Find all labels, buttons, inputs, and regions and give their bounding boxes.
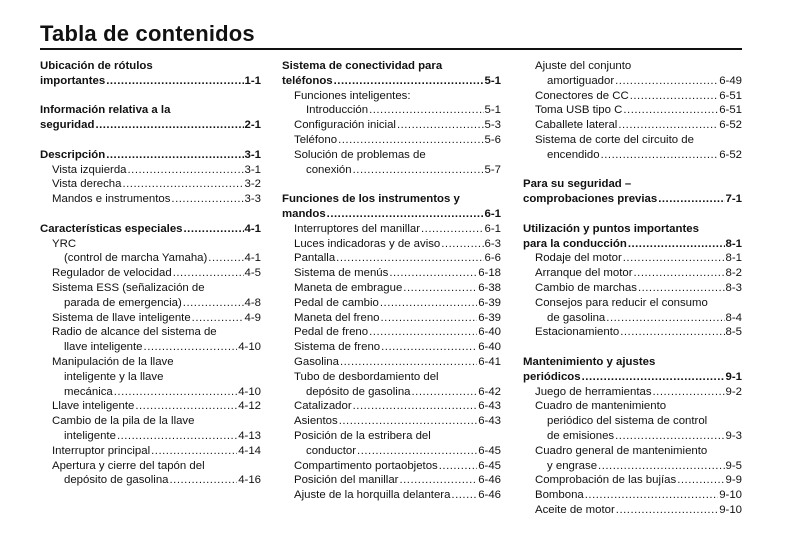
toc-page-number: 4-5 <box>244 267 261 280</box>
toc-entry[interactable] <box>40 385 261 400</box>
toc-entry[interactable] <box>523 89 742 104</box>
toc-entry-text: Mandos e instrumentos <box>52 193 171 206</box>
toc-entry-text: Radio de alcance del sistema de <box>52 326 217 339</box>
toc-entry <box>523 59 742 74</box>
toc-entry-text: Apertura y cierre del tapón del <box>52 459 205 472</box>
toc-leader-dots <box>327 207 484 222</box>
toc-entry[interactable] <box>282 266 501 281</box>
toc-leader-dots <box>421 222 484 237</box>
toc-entry[interactable] <box>282 355 501 370</box>
toc-page-number: 4-1 <box>244 222 261 235</box>
toc-entry <box>523 444 742 459</box>
toc-section-heading[interactable] <box>40 222 261 237</box>
toc-leader-dots <box>151 444 237 459</box>
toc-page-number: 6-46 <box>478 489 501 502</box>
toc-column-2 <box>282 59 501 503</box>
toc-entry-text: Cambio de marchas <box>535 281 637 294</box>
toc-entry[interactable] <box>282 385 501 400</box>
toc-entry <box>282 370 501 385</box>
toc-section-heading[interactable] <box>523 192 742 207</box>
toc-section-heading <box>282 192 501 207</box>
toc-entry-text: Configuración inicial <box>294 119 396 132</box>
toc-leader-dots <box>353 399 478 414</box>
toc-section-heading[interactable] <box>40 74 261 89</box>
toc-leader-dots <box>582 370 725 385</box>
toc-entry <box>523 296 742 311</box>
toc-leader-dots <box>339 414 477 429</box>
toc-entry-text: Estacionamiento <box>535 326 620 339</box>
toc-page-number: 1-1 <box>244 74 261 87</box>
toc-page-number: 9-3 <box>725 429 742 442</box>
toc-entry[interactable] <box>523 473 742 488</box>
toc-page-number: 6-42 <box>478 385 501 398</box>
toc-spacer <box>40 207 261 222</box>
toc-entry-text: Sistema de corte del circuito de <box>535 133 694 146</box>
toc-spacer <box>523 207 742 222</box>
toc-entry-text: depósito de gasolina <box>306 385 411 398</box>
toc-entry-text: Bombona <box>535 489 584 502</box>
toc-entry-text: encendido <box>547 148 600 161</box>
toc-page-number: 5-1 <box>484 104 501 117</box>
toc-entry-text: inteligente y la llave <box>64 370 164 383</box>
toc-leader-dots <box>95 118 243 133</box>
toc-page-number: 3-1 <box>244 163 261 176</box>
toc-page-number: 4-16 <box>238 474 261 487</box>
toc-leader-dots <box>451 488 477 503</box>
toc-entry <box>282 148 501 163</box>
toc-leader-dots <box>357 444 477 459</box>
toc-page-number: 6-43 <box>478 400 501 413</box>
toc-leader-dots <box>397 118 484 133</box>
toc-leader-dots <box>628 237 725 252</box>
toc-entry-text: Mantenimiento y ajustes <box>523 355 656 368</box>
toc-entry <box>40 459 261 474</box>
toc-entry-text: Pantalla <box>294 252 336 265</box>
toc-page-number: 4-12 <box>238 400 261 413</box>
toc-leader-dots <box>334 74 484 89</box>
toc-page-number: 6-39 <box>478 296 501 309</box>
toc-entry-text: mandos <box>282 207 326 220</box>
toc-leader-dots <box>412 385 478 400</box>
toc-page-number: 9-9 <box>725 474 742 487</box>
toc-entry[interactable] <box>282 222 501 237</box>
toc-page-number: 8-3 <box>725 281 742 294</box>
toc-entry-text: periódico del sistema de control <box>547 415 708 428</box>
toc-entry-text: Interruptor principal <box>52 444 151 457</box>
toc-leader-dots <box>399 473 477 488</box>
toc-leader-dots <box>192 311 244 326</box>
toc-entry[interactable] <box>282 133 501 148</box>
toc-page-number: 9-10 <box>719 489 742 502</box>
toc-section-heading[interactable] <box>40 148 261 163</box>
toc-page-number: 4-8 <box>244 296 261 309</box>
toc-entry-text: Introducción <box>306 104 369 117</box>
toc-page-number: 5-1 <box>484 74 501 87</box>
toc-entry-text: Maneta del freno <box>294 311 380 324</box>
toc-leader-dots <box>340 355 477 370</box>
toc-entry-text: Sistema de menús <box>294 267 389 280</box>
toc-entry-text: conexión <box>306 163 352 176</box>
toc-page-number: 8-5 <box>725 326 742 339</box>
toc-entry[interactable] <box>40 192 261 207</box>
toc-entry-text: Funciones inteligentes: <box>294 89 411 102</box>
toc-entry-text: teléfonos <box>282 74 333 87</box>
toc-spacer <box>523 340 742 355</box>
toc-page-number: 6-45 <box>478 459 501 472</box>
toc-entry-text: llave inteligente <box>64 341 143 354</box>
toc-entry[interactable] <box>523 251 742 266</box>
toc-entry[interactable] <box>523 74 742 89</box>
toc-entry[interactable] <box>282 340 501 355</box>
toc-leader-dots <box>117 429 237 444</box>
toc-spacer <box>282 177 501 192</box>
toc-entry[interactable] <box>282 296 501 311</box>
toc-page-number: 6-6 <box>484 252 501 265</box>
toc-page-number: 2-1 <box>244 119 261 132</box>
toc-entry[interactable] <box>523 325 742 340</box>
toc-entry[interactable] <box>40 296 261 311</box>
toc-page-number: 4-9 <box>244 311 261 324</box>
toc-entry[interactable] <box>523 488 742 503</box>
toc-entry-text: Sistema ESS (señalización de <box>52 281 205 294</box>
toc-entry[interactable] <box>523 429 742 444</box>
toc-page-number: 6-43 <box>478 415 501 428</box>
toc-entry-text: Descripción <box>40 148 106 161</box>
toc-section-heading <box>40 59 261 74</box>
toc-page-number: 6-40 <box>478 326 501 339</box>
toc-page-number: 9-1 <box>725 370 742 383</box>
toc-entry-text: Características especiales <box>40 222 183 235</box>
toc-entry-text: Catalizador <box>294 400 352 413</box>
toc-entry-text: Compartimento portaobjetos <box>294 459 438 472</box>
toc-entry <box>523 414 742 429</box>
toc-leader-dots <box>618 118 718 133</box>
toc-entry-text: Tubo de desbordamiento del <box>294 370 439 383</box>
toc-entry[interactable] <box>40 163 261 178</box>
toc-leader-dots <box>369 103 483 118</box>
toc-page-number: 3-2 <box>244 178 261 191</box>
toc-leader-dots <box>114 385 237 400</box>
toc-page-number: 6-52 <box>719 119 742 132</box>
toc-leader-dots <box>208 251 243 266</box>
toc-entry[interactable] <box>40 429 261 444</box>
toc-entry <box>40 355 261 370</box>
toc-page-number: 6-51 <box>719 104 742 117</box>
toc-leader-dots <box>403 281 477 296</box>
toc-entry-text: (control de marcha Yamaha) <box>64 252 208 265</box>
toc-entry-text: seguridad <box>40 119 95 132</box>
toc-entry[interactable] <box>282 488 501 503</box>
toc-entry-text: Vista izquierda <box>52 163 127 176</box>
toc-entry-text: Consejos para reducir el consumo <box>535 296 708 309</box>
toc-entry-text: comprobaciones previas <box>523 193 658 206</box>
toc-entry[interactable] <box>523 385 742 400</box>
toc-entry-text: Rodaje del motor <box>535 252 622 265</box>
toc-entry-text: Maneta de embrague <box>294 281 403 294</box>
toc-entry-text: para la conducción <box>523 237 627 250</box>
toc-page-number: 5-6 <box>484 133 501 146</box>
toc-entry-text: Sistema de llave inteligente <box>52 311 191 324</box>
page-title: Tabla de contenidos <box>40 21 255 46</box>
toc-entry[interactable] <box>40 340 261 355</box>
toc-entry-text: y engrase <box>547 459 598 472</box>
toc-entry-text: de emisiones <box>547 429 615 442</box>
toc-page-number: 6-1 <box>484 207 501 220</box>
toc-entry-text: YRC <box>52 237 77 250</box>
toc-entry-text: Pedal de cambio <box>294 296 379 309</box>
toc-entry-text: amortiguador <box>547 74 615 87</box>
toc-page-number: 8-4 <box>725 311 742 324</box>
toc-entry[interactable] <box>282 459 501 474</box>
toc-entry <box>523 399 742 414</box>
toc-entry-text: Cambio de la pila de la llave <box>52 415 195 428</box>
toc-leader-dots <box>144 340 238 355</box>
toc-page-number: 4-13 <box>238 429 261 442</box>
toc-entry[interactable] <box>523 281 742 296</box>
toc-leader-dots <box>389 266 477 281</box>
toc-column-3 <box>523 59 742 518</box>
toc-page-number: 8-2 <box>725 267 742 280</box>
toc-entry[interactable] <box>40 266 261 281</box>
toc-entry-text: Regulador de velocidad <box>52 267 172 280</box>
toc-entry-text: Vista derecha <box>52 178 122 191</box>
toc-spacer <box>40 89 261 104</box>
toc-leader-dots <box>598 459 725 474</box>
toc-entry-text: Pedal de freno <box>294 326 369 339</box>
toc-entry-text: Para su seguridad – <box>523 178 632 191</box>
toc-section-heading <box>282 59 501 74</box>
toc-page-number: 7-1 <box>725 193 742 206</box>
title-underline <box>40 48 742 50</box>
toc-leader-dots <box>620 325 724 340</box>
toc-leader-dots <box>630 89 718 104</box>
toc-leader-dots <box>606 311 724 326</box>
toc-entry[interactable] <box>282 399 501 414</box>
toc-page-number: 5-7 <box>484 163 501 176</box>
toc-page-number: 3-1 <box>244 148 261 161</box>
toc-section-heading <box>523 222 742 237</box>
toc-entry[interactable] <box>282 444 501 459</box>
toc-leader-dots <box>677 473 724 488</box>
toc-entry-text: Llave inteligente <box>52 400 135 413</box>
toc-entry[interactable] <box>282 163 501 178</box>
toc-page-number: 8-1 <box>725 237 742 250</box>
toc-entry-text: conductor <box>306 444 357 457</box>
toc-section-heading[interactable] <box>282 207 501 222</box>
toc-entry-text: Manipulación de la llave <box>52 355 174 368</box>
toc-leader-dots <box>336 251 483 266</box>
toc-entry[interactable] <box>282 118 501 133</box>
toc-page-number: 6-49 <box>719 74 742 87</box>
toc-entry-text: Conectores de CC <box>535 89 629 102</box>
toc-entry <box>282 89 501 104</box>
toc-entry-text: Cuadro de mantenimiento <box>535 400 667 413</box>
toc-section-heading <box>40 103 261 118</box>
toc-section-heading[interactable] <box>523 370 742 385</box>
toc-entry-text: Luces indicadoras y de aviso <box>294 237 441 250</box>
toc-entry[interactable] <box>282 251 501 266</box>
toc-section-heading[interactable] <box>523 237 742 252</box>
toc-entry[interactable] <box>40 177 261 192</box>
toc-leader-dots <box>653 385 725 400</box>
toc-page-number: 6-41 <box>478 355 501 368</box>
toc-leader-dots <box>381 340 477 355</box>
toc-entry[interactable] <box>40 473 261 488</box>
toc-entry-text: Gasolina <box>294 355 339 368</box>
toc-entry <box>40 281 261 296</box>
toc-leader-dots <box>170 473 238 488</box>
toc-entry-text: Posición del manillar <box>294 474 399 487</box>
toc-page-number: 4-1 <box>244 252 261 265</box>
toc-entry-text: inteligente <box>64 429 116 442</box>
toc-column-1 <box>40 59 261 488</box>
toc-page-number: 6-38 <box>478 281 501 294</box>
toc-leader-dots <box>106 74 243 89</box>
toc-entry-text: Asientos <box>294 415 338 428</box>
toc-leader-dots <box>615 74 718 89</box>
toc-page-number: 6-46 <box>478 474 501 487</box>
toc-section-heading[interactable] <box>282 74 501 89</box>
toc-entry-text: de gasolina <box>547 311 606 324</box>
toc-entry[interactable] <box>40 399 261 414</box>
toc-entry[interactable] <box>282 281 501 296</box>
toc-spacer <box>523 163 742 178</box>
toc-leader-dots <box>353 163 484 178</box>
toc-entry[interactable] <box>523 459 742 474</box>
toc-entry[interactable] <box>282 414 501 429</box>
toc-page-number: 6-51 <box>719 89 742 102</box>
toc-entry-text: Toma USB tipo C <box>535 104 623 117</box>
toc-page-number: 6-40 <box>478 341 501 354</box>
toc-entry[interactable] <box>523 148 742 163</box>
toc-page-number: 6-45 <box>478 444 501 457</box>
toc-entry-text: parada de emergencia) <box>64 296 182 309</box>
toc-entry-text: Utilización y puntos importantes <box>523 222 699 235</box>
toc-page-number: 8-1 <box>725 252 742 265</box>
toc-leader-dots <box>634 266 725 281</box>
toc-page-number: 9-10 <box>719 503 742 516</box>
toc-leader-dots <box>380 296 477 311</box>
toc-entry <box>40 414 261 429</box>
toc-entry-text: Arranque del motor <box>535 267 633 280</box>
toc-entry <box>282 429 501 444</box>
toc-page-number: 5-3 <box>484 119 501 132</box>
toc-entry-text: Teléfono <box>294 133 338 146</box>
toc-entry[interactable] <box>523 266 742 281</box>
toc-leader-dots <box>338 133 483 148</box>
toc-entry-text: Interruptores del manillar <box>294 222 420 235</box>
toc-entry[interactable] <box>523 103 742 118</box>
toc-page-number: 6-1 <box>484 222 501 235</box>
toc-entry <box>40 370 261 385</box>
toc-entry[interactable] <box>40 311 261 326</box>
toc-page-number: 6-18 <box>478 267 501 280</box>
toc-entry-text: Solución de problemas de <box>294 148 426 161</box>
toc-entry[interactable] <box>523 118 742 133</box>
toc-page-number: 6-39 <box>478 311 501 324</box>
toc-entry-text: Sistema de conectividad para <box>282 60 443 72</box>
toc-entry <box>40 325 261 340</box>
toc-section-heading <box>523 177 742 192</box>
toc-entry-text: mecánica <box>64 385 113 398</box>
toc-entry-text: Juego de herramientas <box>535 385 652 398</box>
toc-leader-dots <box>585 488 718 503</box>
toc-entry[interactable] <box>523 311 742 326</box>
toc-leader-dots <box>183 222 243 237</box>
toc-entry-text: Aceite de motor <box>535 503 615 516</box>
toc-leader-dots <box>183 296 244 311</box>
toc-leader-dots <box>441 237 483 252</box>
toc-leader-dots <box>369 325 477 340</box>
toc-entry <box>40 237 261 252</box>
toc-page-number: 4-14 <box>238 444 261 457</box>
toc-page-number: 9-5 <box>725 459 742 472</box>
toc-entry <box>523 133 742 148</box>
toc-entry[interactable] <box>282 473 501 488</box>
toc-leader-dots <box>171 192 243 207</box>
toc-entry[interactable] <box>40 251 261 266</box>
toc-entry[interactable] <box>282 325 501 340</box>
toc-section-heading <box>523 355 742 370</box>
toc-leader-dots <box>122 177 243 192</box>
toc-entry[interactable] <box>523 503 742 518</box>
toc-leader-dots <box>439 459 477 474</box>
toc-entry-text: Ajuste de la horquilla delantera <box>294 489 451 502</box>
toc-leader-dots <box>638 281 725 296</box>
toc-page-number: 6-52 <box>719 148 742 161</box>
toc-leader-dots <box>173 266 244 281</box>
toc-leader-dots <box>106 148 243 163</box>
toc-entry-text: Sistema de freno <box>294 341 381 354</box>
toc-entry-text: periódicos <box>523 370 581 383</box>
toc-page-number: 3-3 <box>244 193 261 206</box>
toc-section-heading[interactable] <box>40 118 261 133</box>
toc-leader-dots <box>616 503 718 518</box>
toc-leader-dots <box>623 251 725 266</box>
toc-leader-dots <box>615 429 724 444</box>
toc-entry-text: Comprobación de las bujías <box>535 474 677 487</box>
toc-entry-text: Información relativa a la <box>40 104 171 117</box>
toc-entry-text: importantes <box>40 74 106 87</box>
toc-entry-text: depósito de gasolina <box>64 474 169 487</box>
toc-page-number: 6-3 <box>484 237 501 250</box>
toc-spacer <box>40 133 261 148</box>
toc-entry[interactable] <box>282 237 501 252</box>
toc-leader-dots <box>128 163 244 178</box>
toc-leader-dots <box>623 103 718 118</box>
toc-entry[interactable] <box>282 311 501 326</box>
toc-entry-text: Posición de la estribera del <box>294 429 431 442</box>
toc-entry-text: Ajuste del conjunto <box>535 60 632 72</box>
toc-entry-text: Ubicación de rótulos <box>40 60 153 72</box>
toc-leader-dots <box>658 192 724 207</box>
toc-leader-dots <box>135 399 237 414</box>
toc-entry[interactable] <box>282 103 501 118</box>
toc-page-number: 4-10 <box>238 385 261 398</box>
toc-entry[interactable] <box>40 444 261 459</box>
toc-leader-dots <box>601 148 719 163</box>
toc-leader-dots <box>381 311 478 326</box>
toc-page-number: 9-2 <box>725 385 742 398</box>
toc-page-number: 4-10 <box>238 341 261 354</box>
toc-entry-text: Caballete lateral <box>535 119 618 132</box>
toc-entry-text: Funciones de los instrumentos y <box>282 193 460 206</box>
toc-entry-text: Cuadro general de mantenimiento <box>535 444 708 457</box>
